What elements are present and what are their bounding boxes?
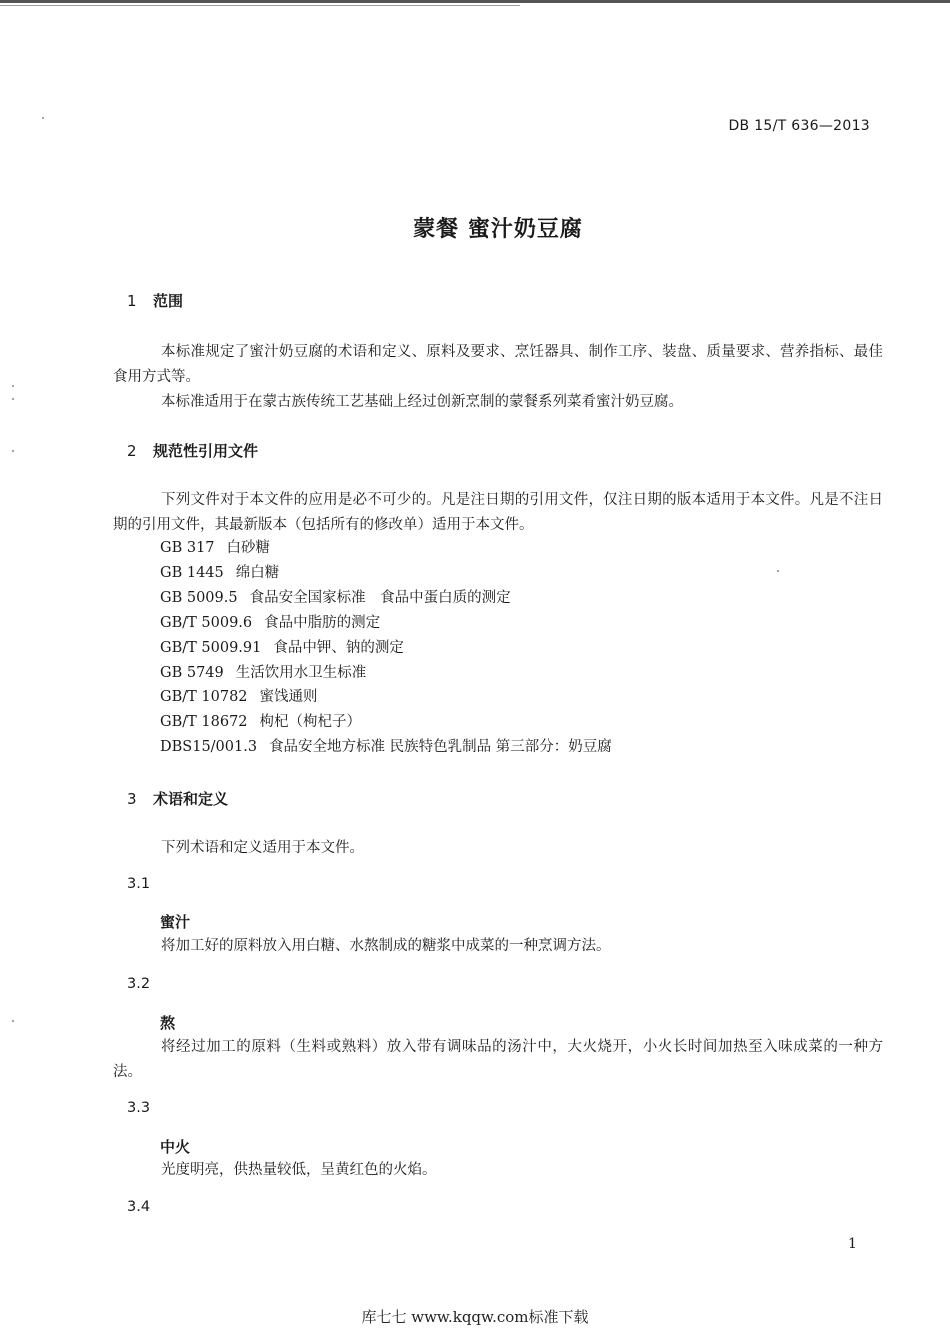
section-number: 1: [127, 292, 137, 310]
reference-item: [160, 586, 612, 611]
reference-code: GB 1445: [160, 564, 224, 581]
section-1-paragraph-2: 本标准适用于在蒙古族传统工艺基础上经过创新烹制的蒙餐系列菜肴蜜汁奶豆腐。: [161, 394, 683, 410]
reference-item: [160, 735, 612, 760]
reference-item: [160, 636, 612, 661]
clause-number: 3.3: [127, 1100, 151, 1116]
term-name: 蜜汁: [160, 913, 191, 931]
reference-code: GB 5749: [160, 664, 224, 681]
scan-speck: [12, 385, 14, 387]
section-2-paragraph-1: 下列文件对于本文件的应用是必不可少的。凡是注日期的引用文件，仅注日期的版本适用于本文件。凡是不注日期的引用文件，其最新版本（包括所有的修改单）适用于本文件。: [113, 492, 883, 533]
scan-speck: [12, 398, 14, 400]
clause-number: 3.2: [127, 976, 151, 992]
normative-reference-list: [160, 536, 612, 760]
reference-title: 生活饮用水卫生标准: [235, 664, 367, 681]
clause-number: 3.1: [127, 876, 151, 892]
reference-item: [160, 685, 612, 710]
reference-code: GB 317: [160, 540, 215, 556]
reference-code: GB/T 10782: [160, 689, 248, 706]
reference-title: 枸杞（枸杞子）: [259, 714, 362, 731]
term-definition: 将经过加工的原料（生料或熟料）放入带有调味品的汤汁中，大火烧开，小火长时间加热至入味成菜的一种方法。: [113, 1039, 883, 1080]
reference-item: [160, 710, 612, 735]
scan-speck: [12, 1020, 14, 1022]
section-title: 范围: [153, 292, 184, 310]
section-title: 术语和定义: [153, 790, 229, 808]
term-definition: 光度明亮，供热量较低，呈黄红色的火焰。: [161, 1162, 437, 1178]
section-number: 3: [127, 790, 137, 808]
section-3-paragraph-1: 下列术语和定义适用于本文件。: [161, 840, 364, 856]
section-1-heading: [127, 290, 183, 311]
watermark-text: 库七七 www.kqqw.com标准下载: [361, 1308, 589, 1326]
term-definition: 将加工好的原料放入用白糖、水熬制成的糖浆中成菜的一种烹调方法。: [161, 938, 611, 954]
reference-code: GB/T 18672: [160, 714, 248, 731]
reference-title: 白砂糖: [226, 540, 271, 556]
document-title: 蒙餐 蜜汁奶豆腐: [413, 217, 583, 242]
scan-speck: [42, 117, 44, 119]
section-3-heading: [127, 788, 228, 809]
page-number: 1: [848, 1236, 857, 1252]
reference-code: DBS15/001.3: [160, 739, 258, 756]
section-2-heading: [127, 440, 258, 461]
section-title: 规范性引用文件: [153, 442, 259, 460]
reference-code: GB 5009.5: [160, 589, 238, 606]
section-1-paragraph-1: 本标准规定了蜜汁奶豆腐的术语和定义、原料及要求、烹饪器具、制作工序、装盘、质量要求、营养指标、最佳食用方式等。: [113, 344, 883, 385]
reference-code: GB/T 5009.6: [160, 614, 253, 631]
scan-speck: [777, 570, 779, 572]
section-number: 2: [127, 442, 137, 460]
reference-title: 食品中脂肪的测定: [264, 614, 381, 631]
scan-speck: [12, 450, 14, 452]
reference-item: [160, 611, 612, 636]
reference-item: [160, 561, 612, 586]
scan-border-top: [0, 0, 950, 3]
term-name: 中火: [160, 1138, 191, 1156]
scan-border-line: [0, 5, 520, 6]
document-id: DB 15/T 636—2013: [728, 118, 870, 134]
clause-number: 3.4: [127, 1199, 151, 1215]
reference-item: [160, 661, 612, 686]
reference-title: 食品中钾、钠的测定: [273, 639, 404, 656]
term-name: 熬: [160, 1014, 176, 1032]
reference-title: 食品安全国家标准 食品中蛋白质的测定: [249, 589, 511, 606]
reference-title: 蜜饯通则: [259, 689, 318, 706]
reference-title: 绵白糖: [235, 564, 280, 581]
reference-item: [160, 536, 612, 561]
reference-code: GB/T 5009.91: [160, 639, 262, 656]
reference-title: 食品安全地方标准 民族特色乳制品 第三部分：奶豆腐: [269, 739, 612, 756]
